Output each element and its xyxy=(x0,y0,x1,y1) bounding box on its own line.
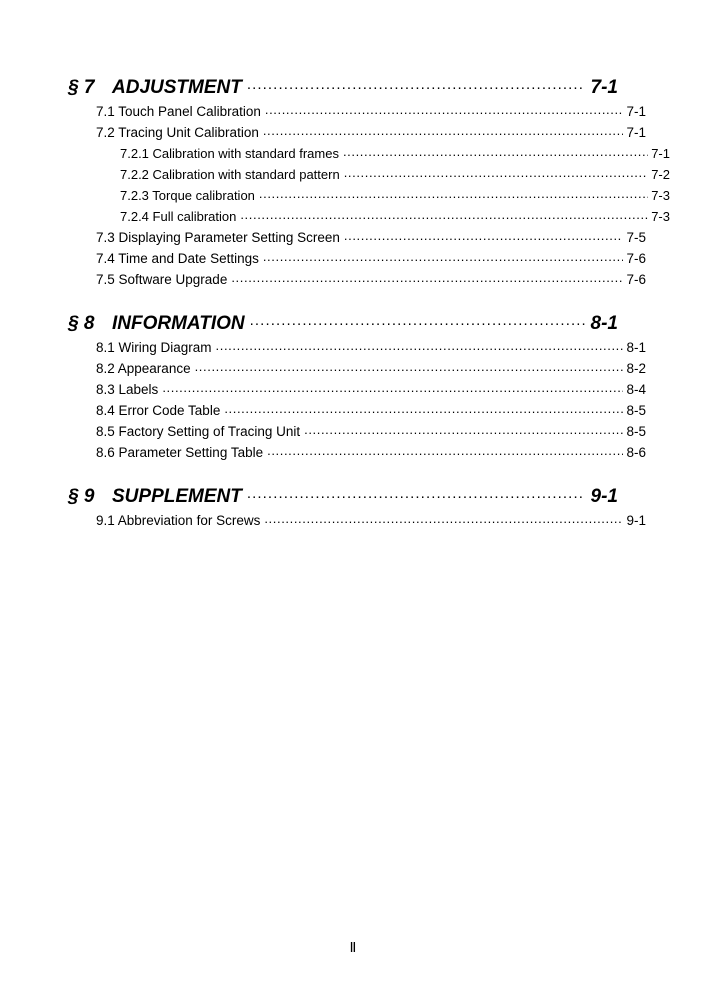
toc-entry-label: 8.1 Wiring Diagram xyxy=(96,340,212,355)
toc-subsection-entry[interactable] xyxy=(68,227,646,248)
leader-dots xyxy=(247,483,585,502)
toc-entry-page-number: 7-1 xyxy=(626,104,646,119)
leader-dots xyxy=(267,444,623,458)
toc-entry-page-number: 8-1 xyxy=(626,340,646,355)
toc-entry-label: 7.5 Software Upgrade xyxy=(96,272,228,287)
toc-subsubsection-entry[interactable] xyxy=(68,185,670,206)
toc-entry-label: 8.6 Parameter Setting Table xyxy=(96,445,264,460)
toc-entry-page-number: 9-1 xyxy=(626,513,646,528)
leader-dots xyxy=(247,74,585,93)
section-mark: § 9 xyxy=(68,486,95,507)
toc-entry-page-number: 7-2 xyxy=(651,167,670,182)
toc-entry-label: SUPPLEMENT xyxy=(112,486,242,507)
toc-entry-page-number: 7-6 xyxy=(626,251,646,266)
leader-dots xyxy=(343,145,648,158)
toc-subsection-entry[interactable] xyxy=(68,337,646,358)
toc-entry-page-number: 7-6 xyxy=(626,272,646,287)
toc-entry-page-number: 7-1 xyxy=(590,77,618,98)
leader-dots xyxy=(240,208,648,221)
toc-subsection-entry[interactable] xyxy=(68,248,646,269)
toc-entry-label: 7.2.2 Calibration with standard pattern xyxy=(120,167,340,182)
toc-entry-page-number: 8-2 xyxy=(626,361,646,376)
toc-entry-label: 8.2 Appearance xyxy=(96,361,191,376)
toc-entry-page-number: 8-5 xyxy=(626,424,646,439)
toc-entry-page-number: 8-1 xyxy=(590,313,618,334)
toc-entry-page-number: 8-5 xyxy=(626,403,646,418)
leader-dots xyxy=(264,512,623,526)
toc-section-entry[interactable] xyxy=(68,310,618,337)
section-mark: § 7 xyxy=(68,77,95,98)
leader-dots xyxy=(231,271,623,285)
toc-entry-page-number: 7-1 xyxy=(651,146,670,161)
toc-entry-page-number: 9-1 xyxy=(590,486,618,507)
toc-entry-page-number: 8-4 xyxy=(626,382,646,397)
toc-subsection-entry[interactable] xyxy=(68,379,646,400)
leader-dots xyxy=(162,381,623,395)
toc-section-entry[interactable] xyxy=(68,483,618,510)
toc-entry-label: 7.1 Touch Panel Calibration xyxy=(96,104,261,119)
toc-subsection-entry[interactable] xyxy=(68,358,646,379)
leader-dots xyxy=(263,124,624,138)
toc-entry-page-number: 7-1 xyxy=(626,125,646,140)
toc-entry-label: 7.3 Displaying Parameter Setting Screen xyxy=(96,230,340,245)
leader-dots xyxy=(224,402,623,416)
leader-dots xyxy=(304,423,623,437)
leader-dots xyxy=(259,187,648,200)
table-of-contents xyxy=(68,74,670,531)
toc-subsection-entry[interactable] xyxy=(68,101,646,122)
toc-entry-page-number: 7-3 xyxy=(651,188,670,203)
toc-subsubsection-entry[interactable] xyxy=(68,164,670,185)
toc-subsection-entry[interactable] xyxy=(68,122,646,143)
toc-subsection-entry[interactable] xyxy=(68,400,646,421)
leader-dots xyxy=(265,103,624,117)
leader-dots xyxy=(344,229,624,243)
leader-dots xyxy=(250,310,585,329)
toc-entry-label: 7.2.1 Calibration with standard frames xyxy=(120,146,339,161)
toc-subsection-entry[interactable] xyxy=(68,421,646,442)
toc-subsubsection-entry[interactable] xyxy=(68,143,670,164)
toc-entry-page-number: 8-6 xyxy=(626,445,646,460)
toc-subsection-entry[interactable] xyxy=(68,510,646,531)
toc-entry-label: 8.3 Labels xyxy=(96,382,159,397)
leader-dots xyxy=(263,250,624,264)
leader-dots xyxy=(344,166,649,179)
toc-entry-label: 8.5 Factory Setting of Tracing Unit xyxy=(96,424,301,439)
toc-subsubsection-entry[interactable] xyxy=(68,206,670,227)
toc-section-entry[interactable] xyxy=(68,74,618,101)
section-mark: § 8 xyxy=(68,313,95,334)
leader-dots xyxy=(195,360,624,374)
toc-entry-label: 7.2.4 Full calibration xyxy=(120,209,237,224)
toc-subsection-entry[interactable] xyxy=(68,269,646,290)
toc-entry-label: ADJUSTMENT xyxy=(112,77,242,98)
toc-subsection-entry[interactable] xyxy=(68,442,646,463)
page-number-footer: Ⅱ xyxy=(349,941,357,956)
toc-entry-page-number: 7-5 xyxy=(626,230,646,245)
toc-entry-label: 7.4 Time and Date Settings xyxy=(96,251,259,266)
toc-entry-label: 9.1 Abbreviation for Screws xyxy=(96,513,261,528)
leader-dots xyxy=(216,339,624,353)
toc-entry-page-number: 7-3 xyxy=(651,209,670,224)
toc-entry-label: 7.2.3 Torque calibration xyxy=(120,188,255,203)
toc-entry-label: 8.4 Error Code Table xyxy=(96,403,221,418)
toc-entry-label: 7.2 Tracing Unit Calibration xyxy=(96,125,259,140)
toc-entry-label: INFORMATION xyxy=(112,313,245,334)
